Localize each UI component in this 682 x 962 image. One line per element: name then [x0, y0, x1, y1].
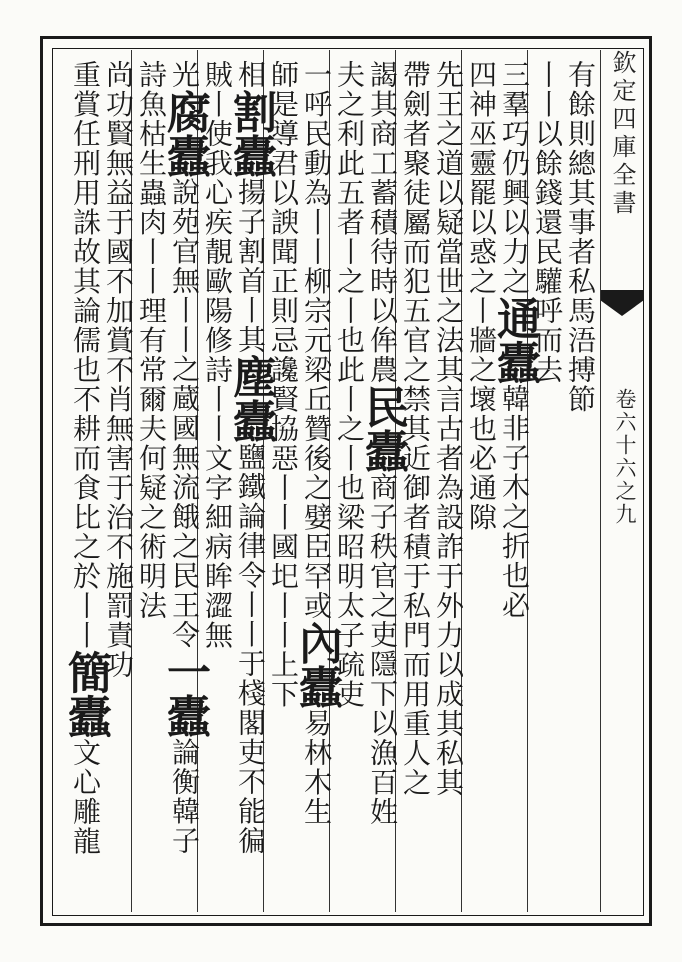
text-column — [100, 60, 136, 910]
text-segment: 帶劍者聚徒屬而犯五官之禁其近御者積于私門而用重人之 — [399, 60, 432, 798]
text-segment: 易林木生 — [300, 708, 333, 827]
text-segment: 相 — [234, 60, 267, 90]
text-column — [397, 60, 433, 910]
text-segment: 夫之利此五者丨之丨也 — [333, 60, 366, 355]
text-segment: 丨使我心疾 — [201, 89, 234, 237]
text-segment: 之術明法 — [135, 502, 168, 621]
entry-heading: 內蠹 — [291, 620, 342, 709]
text-column — [331, 60, 367, 910]
book-title: 欽定四庫全書 — [608, 50, 636, 218]
text-segment: 靚歐陽修詩丨丨文字細病眸澀無 — [201, 237, 234, 650]
text-column — [199, 60, 235, 910]
entry-heading: 簡蠹 — [60, 650, 111, 738]
entry-heading: 腐蠹 — [159, 89, 210, 178]
entry-heading: 民蠹 — [357, 384, 408, 473]
text-segment: 詩魚枯生蟲肉丨丨理有常爾夫何疑 — [135, 60, 168, 503]
text-segment: 賊 — [201, 60, 234, 90]
text-segment: 此丨之丨也梁昭明太子疏吏 — [333, 355, 366, 709]
text-column — [60, 60, 111, 910]
text-segment: 重賞任刑用誅故其論儒也不耕而食比之於丨丨 — [69, 60, 102, 650]
fishtail-ornament — [600, 286, 644, 322]
text-segment: 有餘則總其事者私馬浯搏節 — [564, 60, 597, 414]
text-segment: 論衡韓子 — [168, 737, 201, 856]
entry-heading: 塵蠹 — [225, 354, 276, 443]
text-segment: 商子秩官之吏隱下以漁百姓 — [366, 472, 399, 827]
entry-heading: 割蠹 — [225, 89, 276, 178]
volume-label: 卷六十六之九 — [613, 388, 637, 526]
text-column — [265, 60, 301, 910]
text-column — [357, 60, 408, 910]
text-column — [225, 60, 276, 910]
text-column — [159, 60, 210, 910]
text-segment: 揚子割首丨其 — [234, 177, 267, 355]
text-segment: 丨牆之壞也必通隙 — [465, 296, 498, 532]
text-segment: 四神巫靈罷以惑之 — [465, 60, 498, 296]
text-segment: 尚功賢無益于國不加賞不肖無害于治不施罰責功 — [102, 60, 135, 680]
text-column — [529, 60, 565, 910]
text-segment: 丨丨上下 — [267, 591, 300, 709]
text-segment: 文心雕龍 — [69, 738, 102, 856]
text-segment: 先王之道以疑當世之法其言古者為設詐于外力以成其私其 — [432, 60, 465, 798]
text-segment: 謁其商工蓄積待時以侔農 — [366, 60, 399, 385]
text-column — [562, 60, 598, 910]
text-segment: 師是導君以諛聞正則忌讒賢協惡丨丨國圯 — [267, 60, 300, 591]
header-rule — [600, 50, 601, 912]
text-segment: 一呼民動為丨丨柳宗元梁丘贊後之嬖臣罕或 — [300, 60, 333, 621]
text-column — [489, 60, 540, 910]
text-segment: 鹽鐵論律令丨丨于棧閣吏不能徧 — [234, 442, 267, 856]
entry-heading: 通蠹 — [489, 296, 540, 384]
text-segment: 三羣巧仍興以力之 — [498, 60, 531, 296]
text-segment: 光 — [168, 60, 201, 90]
entry-heading: 一蠹 — [159, 649, 210, 738]
text-column — [430, 60, 466, 910]
text-column — [133, 60, 169, 910]
text-column — [463, 60, 499, 910]
text-column — [291, 60, 342, 910]
text-segment: 韓非子木之折也必 — [498, 384, 531, 620]
text-segment: 說苑官無丨丨之蔵國無流餓之民王令 — [168, 177, 201, 650]
text-segment: 丨丨以餘錢還民驩呼而去 — [531, 60, 564, 385]
